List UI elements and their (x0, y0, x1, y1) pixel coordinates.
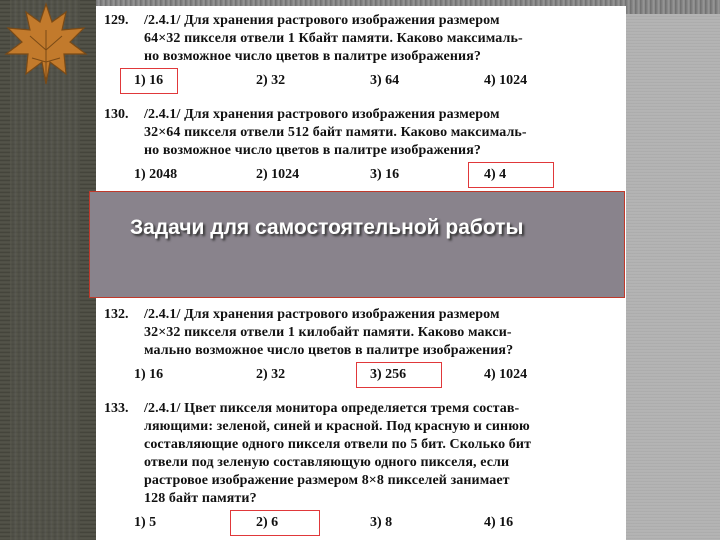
answer-option-1: 1) 2048 (134, 167, 178, 182)
problem-line: /2.4.1/ Для хранения растрового изображения размером (144, 107, 500, 122)
answer-option-1: 1) 16 (134, 367, 164, 382)
problem-line: ляющими: зеленой, синей и красной. Под красную и синюю (144, 419, 530, 434)
problem-number: 133. (104, 401, 129, 416)
problem-line: 128 байт памяти? (144, 491, 257, 506)
answer-option-1: 1) 16 (134, 73, 164, 88)
problem-130 (104, 106, 604, 188)
answer-option-4: 4) 4 (484, 167, 507, 182)
problem-132 (104, 306, 604, 388)
problem-text (144, 306, 604, 360)
problem-129 (104, 12, 604, 94)
problem-line: составляющие одного пикселя отвели по 5 бит. Сколько бит (144, 437, 532, 452)
answer-option-1: 1) 5 (134, 515, 157, 530)
answer-option-4: 4) 1024 (484, 73, 528, 88)
answer-options (104, 166, 604, 188)
answer-option-2: 2) 1024 (256, 167, 300, 182)
maple-leaf-icon (0, 0, 92, 86)
answer-option-2: 2) 32 (256, 73, 286, 88)
problem-number: 129. (104, 13, 129, 28)
answer-option-4: 4) 1024 (484, 367, 528, 382)
answer-option-2: 2) 32 (256, 367, 286, 382)
problem-line: 64×32 пикселя отвели 1 Кбайт памяти. Каково максималь- (144, 31, 523, 46)
problem-line: 32×64 пикселя отвели 512 байт памяти. Каково максималь- (144, 125, 527, 140)
problem-133 (104, 400, 604, 536)
problem-line: /2.4.1/ Для хранения растрового изображения размером (144, 13, 500, 28)
answer-option-3: 3) 256 (370, 367, 407, 382)
problem-line: 32×32 пикселя отвели 1 килобайт памяти. Каково макси- (144, 325, 512, 340)
problem-line: /2.4.1/ Для хранения растрового изображения размером (144, 307, 500, 322)
answer-option-3: 3) 8 (370, 515, 393, 530)
title-banner (89, 191, 625, 298)
problem-number: 132. (104, 307, 129, 322)
answer-option-4: 4) 16 (484, 515, 514, 530)
problem-number: 130. (104, 107, 129, 122)
problem-text (144, 400, 604, 508)
answer-options (104, 72, 604, 94)
problem-line: растровое изображение размером 8×8 пикселей занимает (144, 473, 510, 488)
right-decor-band (626, 0, 720, 540)
problem-line: мально возможное число цветов в палитре изображения? (144, 343, 514, 358)
problem-line: но возможное число цветов в палитре изображения? (144, 49, 481, 64)
answer-option-3: 3) 16 (370, 167, 400, 182)
problem-line: /2.4.1/ Цвет пикселя монитора определяется тремя состав- (144, 401, 520, 416)
answer-option-2: 2) 6 (256, 515, 279, 530)
problem-text (144, 12, 604, 66)
answer-options (104, 366, 604, 388)
slide-title: Задачи для самостоятельной работы (130, 216, 524, 239)
answer-highlight-box (468, 162, 554, 188)
answer-options (104, 514, 604, 536)
problem-line: но возможное число цветов в палитре изображения? (144, 143, 481, 158)
answer-option-3: 3) 64 (370, 73, 400, 88)
problem-line: отвели под зеленую составляющую одного пикселя, если (144, 455, 510, 470)
problem-text (144, 106, 604, 160)
